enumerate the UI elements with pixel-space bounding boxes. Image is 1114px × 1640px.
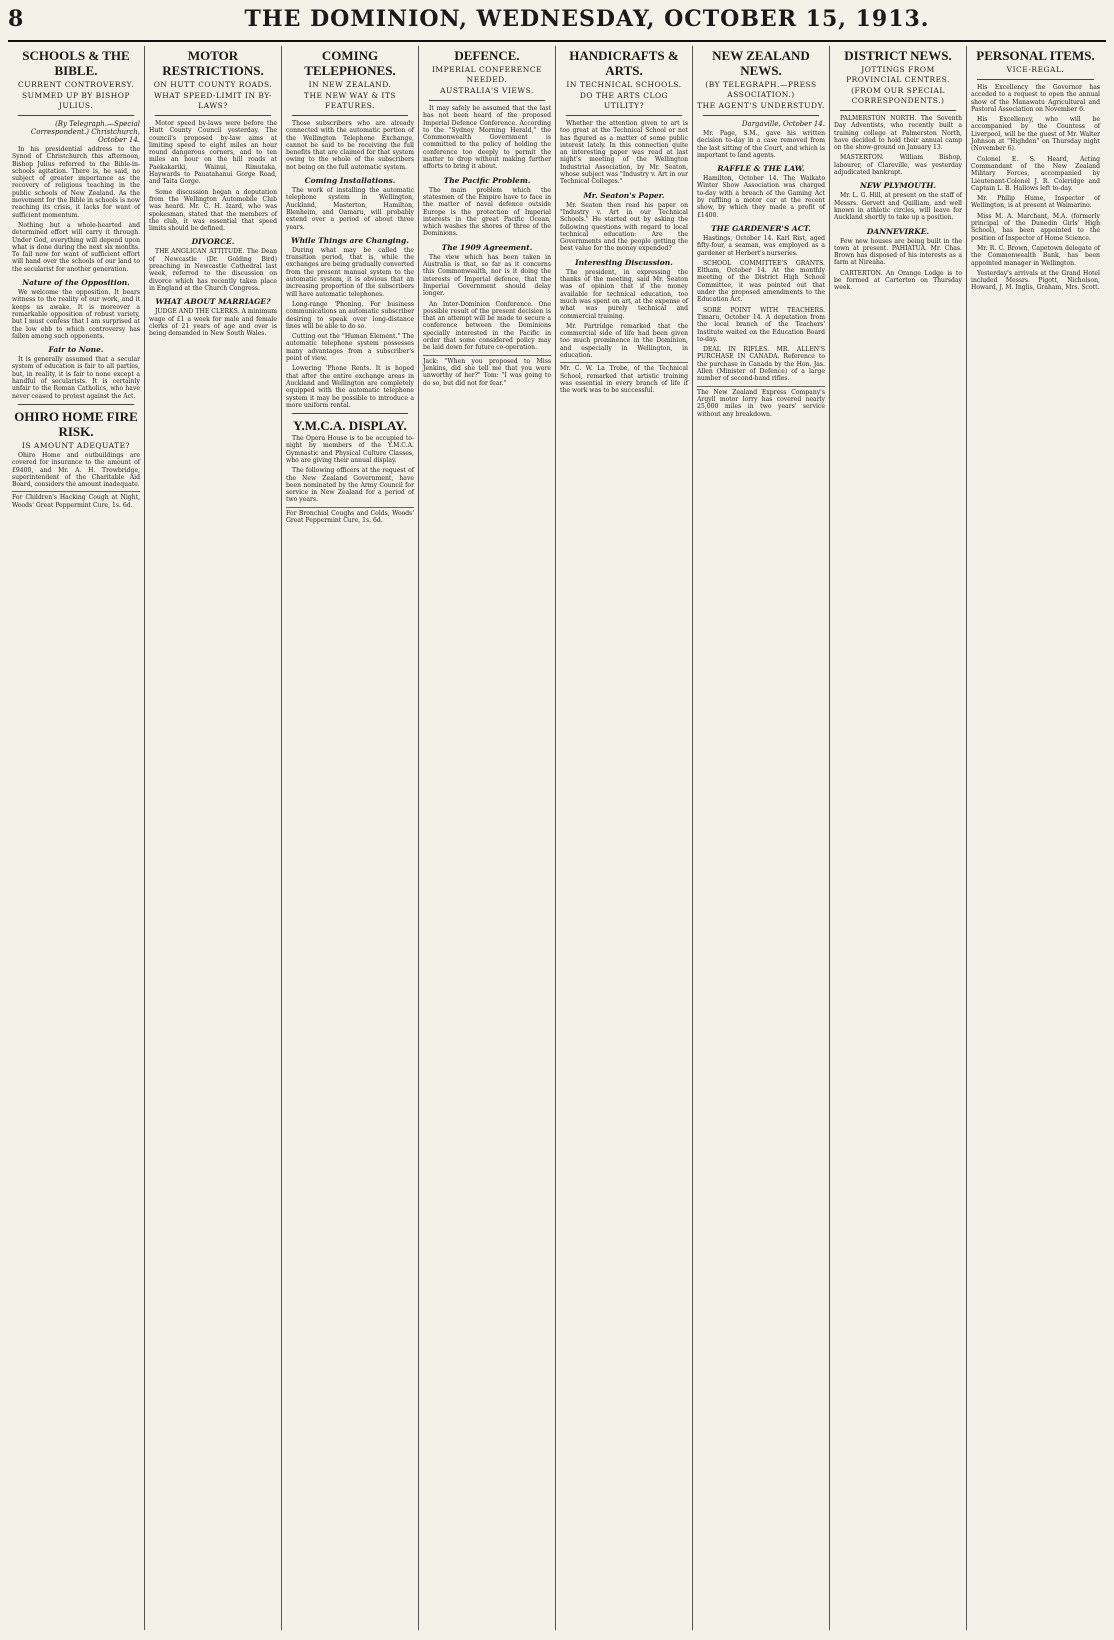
rule-divider: [292, 413, 408, 414]
dateline: (By Telegraph.—Special Correspondent.) Christchurch, October 14.: [30, 120, 140, 144]
column-subheading: AUSTRALIA'S VIEWS.: [440, 86, 534, 95]
advertisement: Mr. C. W. La Trobe, of the Technical School, remarked that artistic training was essential in every branch of life if the work was to be successful.: [560, 362, 688, 394]
article-paragraph: CARTERTON. An Orange Lodge is to be formed at Carterton on Thursday week.: [834, 269, 962, 292]
article-paragraph: Miss M. A. Marchant, M.A. (formerly principal of the Dunedin Girls' High School), has been appointed to the position of Inspector of Home Science.: [971, 212, 1100, 242]
article-paragraph: Mr. Philip Hume, Inspector of Wellington, is at present at Waimarino.: [971, 195, 1100, 210]
article-paragraph: It is generally assumed that a secular system of education is fair to all parties, but, in reality, it is fair to none except a handful of secularists. It is certainly unfair to the Roman Catholics, who have never ceased to protest against the Act.: [12, 356, 140, 400]
column-subheading: WHAT SPEED-LIMIT IN BY-LAWS?: [154, 91, 272, 110]
article-paragraph: Long-range 'Phoning. For business communications an automatic subscriber desiring to speak over long-distance lines will be able to do so.: [286, 300, 414, 330]
article-paragraph: The main problem which the statesmen of the Empire have to face in the matter of naval defence outside Europe is the protection of Imperial interests in the great Pacific Ocean, which washes the shores of three of the Dominions.: [423, 186, 551, 238]
section-subhead: RAFFLE & THE LAW.: [717, 164, 805, 174]
column-heading: HANDICRAFTS & ARTS.: [569, 48, 679, 78]
column-subheading: SUMMED UP BY BISHOP JULIUS.: [21, 91, 130, 110]
column-subheading: ON HUTT COUNTY ROADS.: [153, 80, 273, 89]
article-paragraph: Mr. Page, S.M., gave his written decision to-day in a case removed from the last sitting of the Court, and which is important to land agents.: [697, 130, 825, 159]
column-heading: COMING TELEPHONES.: [304, 48, 396, 78]
article-paragraph: During what may be called the transition period, that is, while the exchanges are being gradually converted from the present manual system to the automatic system, it is obvious that an increasing proportion of the subscribers will have automatic telephones.: [286, 246, 414, 298]
article-paragraph: DEAL IN RIFLES. MR. ALLEN'S PURCHASE IN CANADA. Reference to the purchase in Canada by the Hon. Jas. Allen (Minister of Defence) of a large number of second-hand rifles.: [697, 346, 825, 383]
section-subhead: Mr. Seaton's Paper.: [583, 190, 665, 200]
article-paragraph: JUDGE AND THE CLERKS. A minimum wage of £1 a week for male and female clerks of 21 years of age and over is being demanded in New South Wales.: [149, 308, 277, 338]
section-subhead: DANNEVIRKE.: [866, 226, 930, 236]
column-1: [8, 46, 145, 1630]
dateline: Dargaville, October 14.: [741, 120, 825, 128]
column-heading: NEW ZEALAND NEWS.: [712, 48, 810, 78]
masthead-title: THE DOMINION, WEDNESDAY, OCTOBER 15, 1913.: [244, 6, 930, 32]
rule-divider: [977, 79, 1094, 80]
rule-divider: [18, 404, 134, 405]
article-paragraph: The Opera House is to be occupied to-night by members of the Y.M.C.A. Gymnastic and Physical Culture Classes, who are giving their annual display.: [286, 435, 414, 464]
article-subheading: IS AMOUNT ADEQUATE?: [21, 440, 131, 450]
section-subhead: The Pacific Problem.: [443, 175, 531, 185]
column-heading: SCHOOLS & THE BIBLE.: [22, 48, 130, 78]
rule-divider: [703, 115, 819, 116]
column-subheading: (FROM OUR SPECIAL CORRESPONDENTS.): [851, 86, 945, 105]
rule-divider: [566, 115, 682, 116]
article-paragraph: Hamilton, October 14. The Waikato Winter Show Association was charged to-day with a breach of the Gaming Act by raffling a motor car at the recent show, by which they made a profit of £1400.: [697, 175, 825, 219]
article-paragraph: The work of installing the automatic telephone system in Wellington, Auckland, Masterton, Hamilton, Blenheim, and Oamaru, will probably extend over a period of about three years.: [286, 187, 414, 231]
section-subhead: Coming Installations.: [304, 176, 396, 186]
column-subheading: THE NEW WAY & ITS FEATURES.: [304, 91, 396, 110]
masthead: [8, 6, 1106, 42]
column-heading: PERSONAL ITEMS.: [976, 48, 1095, 63]
column-subheading: IMPERIAL CONFERENCE NEEDED.: [431, 65, 543, 84]
rule-divider: [292, 115, 408, 116]
column-heading: MOTOR RESTRICTIONS.: [162, 48, 264, 78]
section-subhead: NEW PLYMOUTH.: [859, 181, 937, 191]
column-subheading: CURRENT CONTROVERSY.: [18, 80, 134, 89]
advertisement: For Children's Hacking Cough at Night, Woods' Great Peppermint Cure, 1s. 6d.: [12, 491, 140, 509]
advertisement: The New Zealand Express Company's Argyll motor lorry has covered nearly 25,000 miles in two years' service without any breakdown.: [697, 386, 825, 418]
column-5: [556, 46, 693, 1630]
column-7: [830, 46, 967, 1630]
column-heading: DISTRICT NEWS.: [844, 48, 952, 63]
article-paragraph: We welcome the opposition. It bears witness to the reality of our work, and it keeps us awake. It is moreover a remarkable opposition of robust variety, but I must confess that I am surprised at the low ebb to which controversy has fallen among such opponents.: [12, 289, 140, 340]
article-paragraph: The following officers at the request of the New Zealand Government, have been nominated by the Army Council for service in New Zealand for a period of two years.: [286, 467, 414, 504]
article-paragraph: Few new houses are being built in the town at present. PAHIATUA. Mr. Chas. Brown has disposed of his interests as a farm at Nireaha.: [834, 237, 962, 267]
section-subhead: While Things are Changing.: [291, 235, 409, 245]
article-paragraph: MASTERTON. William Bishop, labourer, of Clareville, was yesterday adjudicated bankrupt.: [834, 154, 962, 177]
article-paragraph: Mr. Partridge remarked that the commercial side of life had been given too much prominence in the Dominion, and especially in Wellington, in education.: [560, 322, 688, 360]
article-paragraph: Hastings, October 14. Karl Rist, aged fifty-four, a seaman, was employed as a gardener at Herbert's nurseries.: [697, 234, 825, 257]
column-subheading: IN NEW ZEALAND.: [308, 80, 392, 89]
section-subhead: WHAT ABOUT MARRIAGE?: [155, 297, 271, 307]
column-subheading: VICE-REGAL.: [1006, 65, 1065, 74]
article-heading: Y.M.C.A. DISPLAY.: [293, 418, 407, 434]
advertisement: For Bronchial Coughs and Colds, Woods' Great Peppermint Cure, 1s. 6d.: [286, 507, 414, 525]
article-paragraph: Motor speed by-laws were before the Hutt County Council yesterday. The council's proposed by-law aims at limiting speed to eight miles an hour round dangerous corners, and to ten miles an hour on the hill roads at Paekakariki, Wainui, Rimutaka, Haywards to Pauatahanui Gorge Road, and Taita Gorge.: [149, 120, 277, 186]
column-heading: DEFENCE.: [454, 48, 520, 63]
section-subhead: The 1909 Agreement.: [441, 242, 533, 252]
rule-divider: [155, 115, 271, 116]
article-paragraph: In his presidential address to the Synod of Christchurch this afternoon, Bishop Julius referred to the Bible-in-schools agitation. There is, he said, no subject of greater importance as the recovery of religious teaching in the public schools of New Zealand. As the movement for the Bible in schools is now reaching its crisis, it lacks for want of sufficient momentum.: [12, 146, 140, 219]
article-paragraph: Nothing but a whole-hearted and determined effort will carry it through. Under God, everything will depend upon what is done during the next six months. To fail now for want of sufficient effort will hand over the schools of our land to the secularist for another generation.: [12, 221, 140, 273]
advertisement: Jack: "When you proposed to Miss Jenkins, did she tell me that you were unworthy of her?" Tom: "I was going to do so, but did not for fear.": [423, 355, 551, 387]
rule-divider: [840, 110, 956, 111]
article-paragraph: PALMERSTON NORTH. The Seventh Day Adventists, who recently built a training college at Palmerston North, have decided to hold their annual camp on the show-ground on January 13.: [834, 115, 962, 152]
column-subheading: THE AGENT'S UNDERSTUDY.: [697, 101, 825, 110]
article-paragraph: SCHOOL COMMITTEE'S GRANTS. Eltham, October 14. At the monthly meeting of the District High School Committee, it was pointed out that under the proposed amendments to the Education Act.: [697, 259, 825, 304]
article-paragraph: Mr. Seaton then read his paper on "Industry v. Art in our Technical Schools." He started out by asking the following questions with regard to local technical education: Are the Governments and the people getting the best value for the money expended?: [560, 201, 688, 253]
column-4: [419, 46, 556, 1630]
section-subhead: THE GARDENER'S ACT.: [711, 223, 811, 233]
article-paragraph: The president, in expressing the thanks of the meeting, said Mr. Seaton was of opinion that if the money available for technical education, too much was spent on art, at the expense of what was purely technical and commercial training.: [560, 268, 688, 320]
page-number: 8: [8, 6, 24, 32]
rule-divider: [18, 115, 134, 116]
article-paragraph: His Excellency, who will be accompanied by the Countess of Liverpool, will be the guest of Mr. Walter Johnson at "Highden" on Thursday night (November 6).: [971, 116, 1100, 153]
article-paragraph: Whether the attention given to art is too great at the Technical School or not has figured as a matter of some public interest lately. In this connection quite an interesting paper was read at last night's meeting of the Wellington Industrial Association, by Mr. Seaton, whose subject was "Industry v. Art in our Technical Colleges.": [560, 120, 688, 186]
article-paragraph: Lowering 'Phone Rents. It is hoped that after the entire exchange areas in Auckland and Wellington are completely equipped with the automatic telephone system it may be possible to introduce a more uniform rental.: [286, 365, 414, 409]
section-subhead: Nature of the Opposition.: [22, 278, 130, 288]
column-subheading: (BY TELEGRAPH.—PRESS ASSOCIATION.): [705, 80, 817, 99]
section-subhead: Fair to None.: [48, 345, 104, 355]
column-subheading: IN TECHNICAL SCHOOLS.: [566, 80, 682, 89]
article-paragraph: Mr. L. G. Hill, at present on the staff of Messrs. Gervett and Quilliam, and well known in athletic circles, will leave for Auckland shortly to take up a position.: [834, 192, 962, 222]
article-paragraph: His Excellency the Governor has acceded to a request to open the annual show of the Manawatu Agricultural and Pastoral Association on November 6.: [971, 84, 1100, 113]
article-paragraph: Yesterday's arrivals at the Grand Hotel included Messrs. Pigott, Nicholson, Howard, J. M. Inglis, Graham, Mrs. Scott.: [971, 269, 1100, 292]
article-paragraph: The view which has been taken in Australia is that, so far as it concerns this Commonwealth, nor is it doing the interests of Imperial defence, that the Imperial Government should delay longer.: [423, 253, 551, 298]
article-paragraph: THE ANGLICAN ATTITUDE. The Dean of Newcastle (Dr. Golding Bird) preaching in Newcastle Cathedral last week, referred to the discussion on divorce which has recently taken place in England at the Church Congress.: [149, 248, 277, 292]
column-6: [693, 46, 830, 1630]
article-paragraph: Ohiro Home and outbuildings are covered for insurance to the amount of £9400, and Mr. A. H. Trowbridge, superintendent of the Charitable Aid Board, considers the amount inadequate.: [12, 451, 140, 489]
article-paragraph: Colonel E. S. Heard, Acting Commandant of the New Zealand Military Forces, accompanied by Lieutenant-Colonel J. R. Coleridge and Captain L. B. Hallows left to-day.: [971, 155, 1100, 192]
article-paragraph: Cutting out the "Human Element." The automatic telephone system possesses many advantages from a subscriber's point of view.: [286, 333, 414, 363]
article-paragraph: An Inter-Dominion Conference. One possible result of the present decision is that an attempt will be made to secure a conference between the Dominions specially interested in the Pacific in order that some considered policy may be laid down for future co-operation.: [423, 300, 551, 352]
columns: [8, 46, 1106, 1630]
column-2: [145, 46, 282, 1630]
article-heading: OHIRO HOME FIRE RISK.: [14, 408, 138, 439]
article-paragraph: Some discussion began a deputation from the Wellington Automobile Club was heard. Mr. C. H. Izard, who was spokesman, stated that the members of the club, it was essential that speed limits should be defined.: [149, 188, 277, 233]
section-subhead: DIVORCE.: [191, 237, 235, 247]
article-paragraph: It may safely be assumed that the last has not been heard of the proposed Imperial Defence Conference. According to the "Sydney Morning Herald," the Commonwealth Government is committed to the policy of holding the conference too deeply to permit the matter to drop without making further efforts to bring it about.: [423, 105, 551, 171]
rule-divider: [429, 100, 545, 101]
article-paragraph: Those subscribers who are already connected with the automatic portion of the Wellington Telephone Exchange, cannot be said to be receiving the full benefits that are claimed for that system owing to the whole of the subscribers not being on the full automatic system.: [286, 120, 414, 171]
column-subheading: DO THE ARTS CLOG UTILITY?: [579, 91, 669, 110]
column-3: [282, 46, 419, 1630]
column-subheading: JOTTINGS FROM PROVINCIAL CENTRES.: [846, 65, 950, 84]
column-8: [967, 46, 1104, 1630]
article-paragraph: SORE POINT WITH TEACHERS. Timaru, October 14. A deputation from the local branch of the Teachers' Institute waited on the Education Board to-day.: [697, 306, 825, 343]
article-paragraph: Mr. R. C. Brown, Capetown delegate of the Commonwealth Bank, has been appointed manager in Wellington.: [971, 244, 1100, 267]
section-subhead: Interesting Discussion.: [575, 257, 673, 267]
